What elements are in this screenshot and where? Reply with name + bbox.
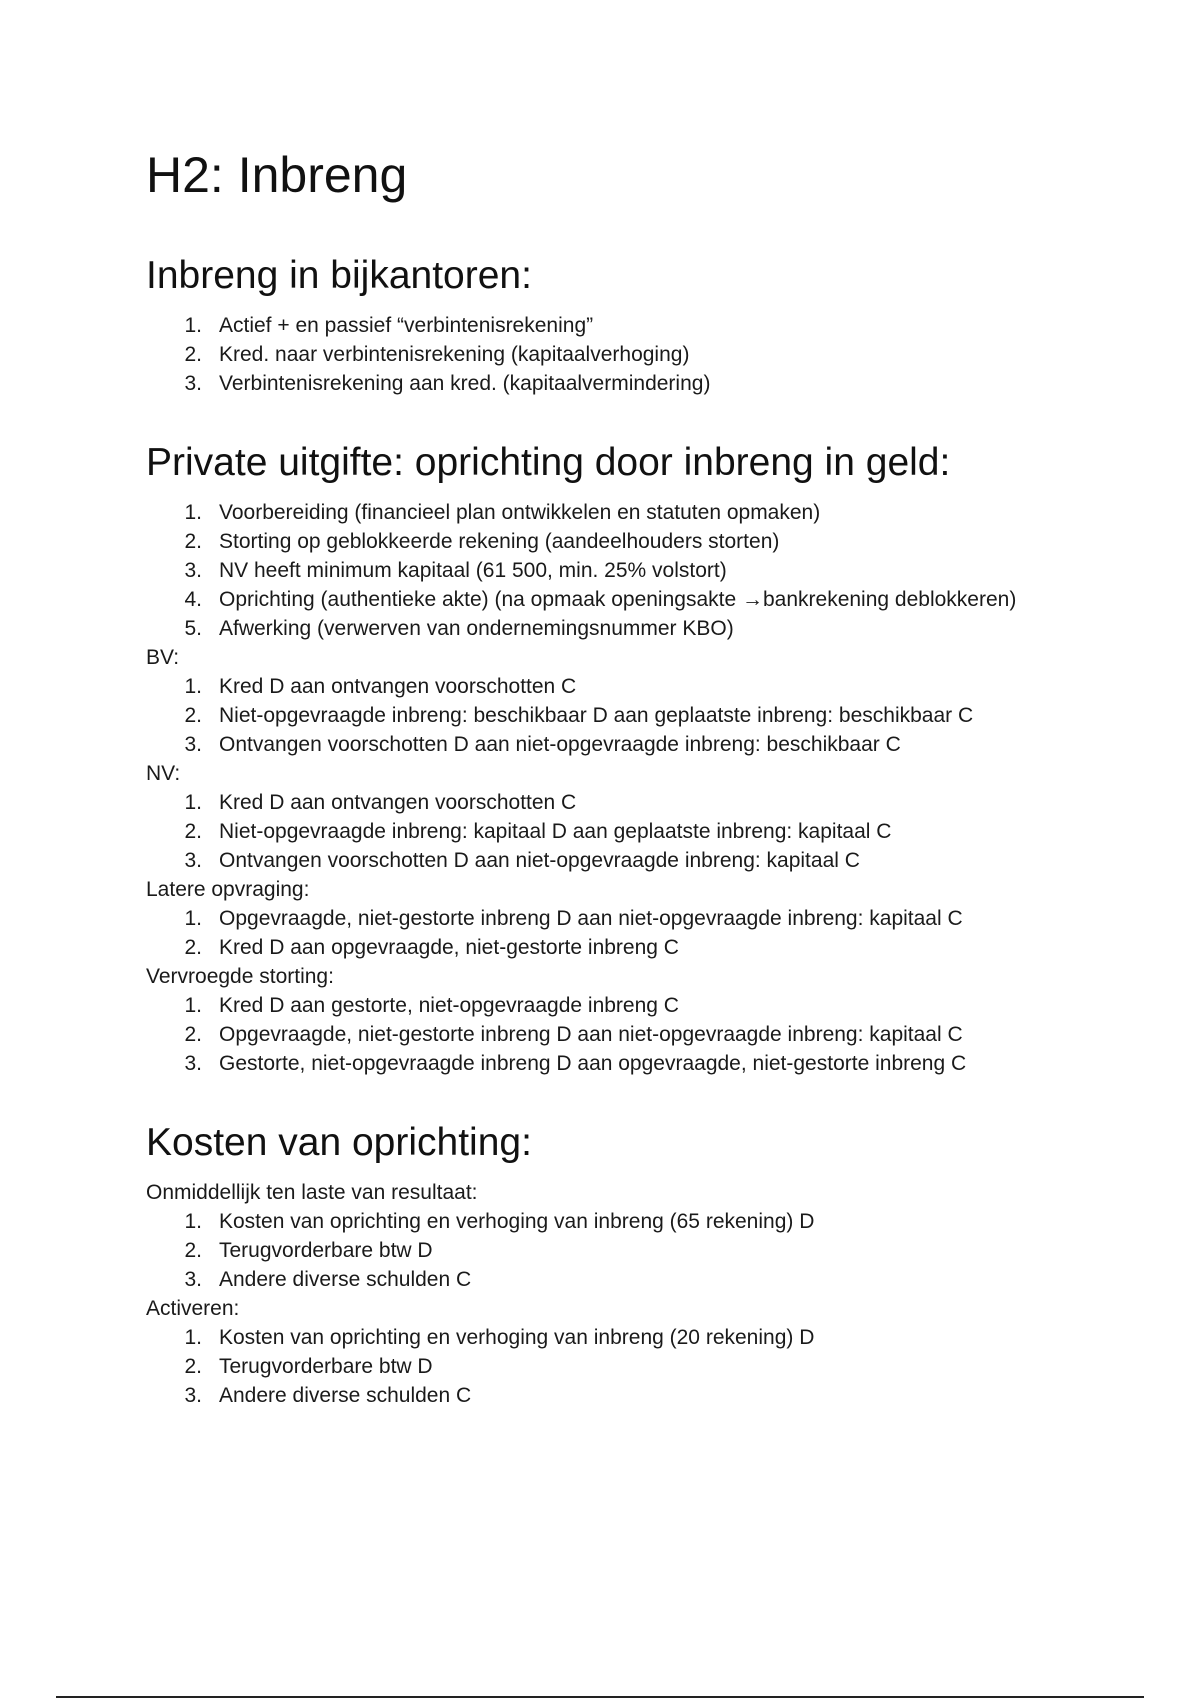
heading-private-uitgifte: Private uitgifte: oprichting door inbreng in geld:	[146, 441, 951, 484]
list-item: 3. Ontvangen voorschotten D aan niet-opgevraagde inbreng: beschikbaar C	[184, 733, 901, 756]
label-vervroegde-storting: Vervroegde storting:	[146, 965, 334, 988]
list-item: 1. Kosten van oprichting en verhoging van inbreng (20 rekening) D	[184, 1326, 815, 1349]
heading-inbreng-bijkantoren: Inbreng in bijkantoren:	[146, 254, 532, 297]
list-bv	[146, 672, 1086, 759]
list-item: 2. Niet-opgevraagde inbreng: kapitaal D aan geplaatste inbreng: kapitaal C	[184, 820, 892, 843]
list-item: 3. Verbintenisrekening aan kred. (kapitaalvermindering)	[184, 372, 711, 395]
label-nv: NV:	[146, 762, 181, 785]
list-nv	[146, 788, 1086, 875]
list-item: 2. Terugvorderbare btw D	[184, 1239, 433, 1262]
list-item: 1. Voorbereiding (financieel plan ontwikkelen en statuten opmaken)	[184, 501, 821, 524]
list-item: 3. Andere diverse schulden C	[184, 1268, 472, 1291]
page-title: H2: Inbreng	[146, 147, 408, 203]
list-item: 1. Actief + en passief “verbintenisrekening”	[184, 314, 594, 337]
list-item: 2. Opgevraagde, niet-gestorte inbreng D aan niet-opgevraagde inbreng: kapitaal C	[184, 1023, 963, 1046]
list-vervroegde-storting	[146, 991, 1086, 1078]
list-item: 1. Kosten van oprichting en verhoging van inbreng (65 rekening) D	[184, 1210, 815, 1233]
list-item: 3. Gestorte, niet-opgevraagde inbreng D aan opgevraagde, niet-gestorte inbreng C	[184, 1052, 967, 1075]
list-latere-opvraging	[146, 904, 1086, 962]
list-activeren	[146, 1323, 1086, 1410]
list-item: 3. NV heeft minimum kapitaal (61 500, min. 25% volstort)	[184, 559, 727, 582]
list-item: 3. Ontvangen voorschotten D aan niet-opgevraagde inbreng: kapitaal C	[184, 849, 860, 872]
list-item: 5. Afwerking (verwerven van ondernemingsnummer KBO)	[184, 617, 734, 640]
list-bijkantoren	[146, 311, 1086, 398]
list-item: 1. Kred D aan gestorte, niet-opgevraagde inbreng C	[184, 994, 679, 1017]
list-item: 3. Andere diverse schulden C	[184, 1384, 472, 1407]
list-onmiddellijk	[146, 1207, 1086, 1294]
list-item: 1. Opgevraagde, niet-gestorte inbreng D aan niet-opgevraagde inbreng: kapitaal C	[184, 907, 963, 930]
list-item: 2. Storting op geblokkeerde rekening (aandeelhouders storten)	[184, 530, 780, 553]
list-item: 2. Niet-opgevraagde inbreng: beschikbaar D aan geplaatste inbreng: beschikbaar C	[184, 704, 974, 727]
list-item: 1. Kred D aan ontvangen voorschotten C	[184, 791, 577, 814]
heading-kosten-oprichting: Kosten van oprichting:	[146, 1121, 532, 1164]
label-bv: BV:	[146, 646, 180, 669]
list-oprichting-steps	[146, 498, 1086, 643]
page-footer-divider	[56, 1696, 1144, 1698]
label-onmiddellijk: Onmiddellijk ten laste van resultaat:	[146, 1181, 478, 1204]
list-item: 2. Kred. naar verbintenisrekening (kapitaalverhoging)	[184, 343, 690, 366]
list-item: 4. Oprichting (authentieke akte) (na opmaak openingsakte →bankrekening deblokkeren)	[184, 588, 1017, 611]
label-activeren: Activeren:	[146, 1297, 240, 1320]
label-latere-opvraging: Latere opvraging:	[146, 878, 310, 901]
list-item: 2. Terugvorderbare btw D	[184, 1355, 433, 1378]
list-item: 1. Kred D aan ontvangen voorschotten C	[184, 675, 577, 698]
list-item: 2. Kred D aan opgevraagde, niet-gestorte inbreng C	[184, 936, 679, 959]
document-page	[146, 145, 1086, 1410]
